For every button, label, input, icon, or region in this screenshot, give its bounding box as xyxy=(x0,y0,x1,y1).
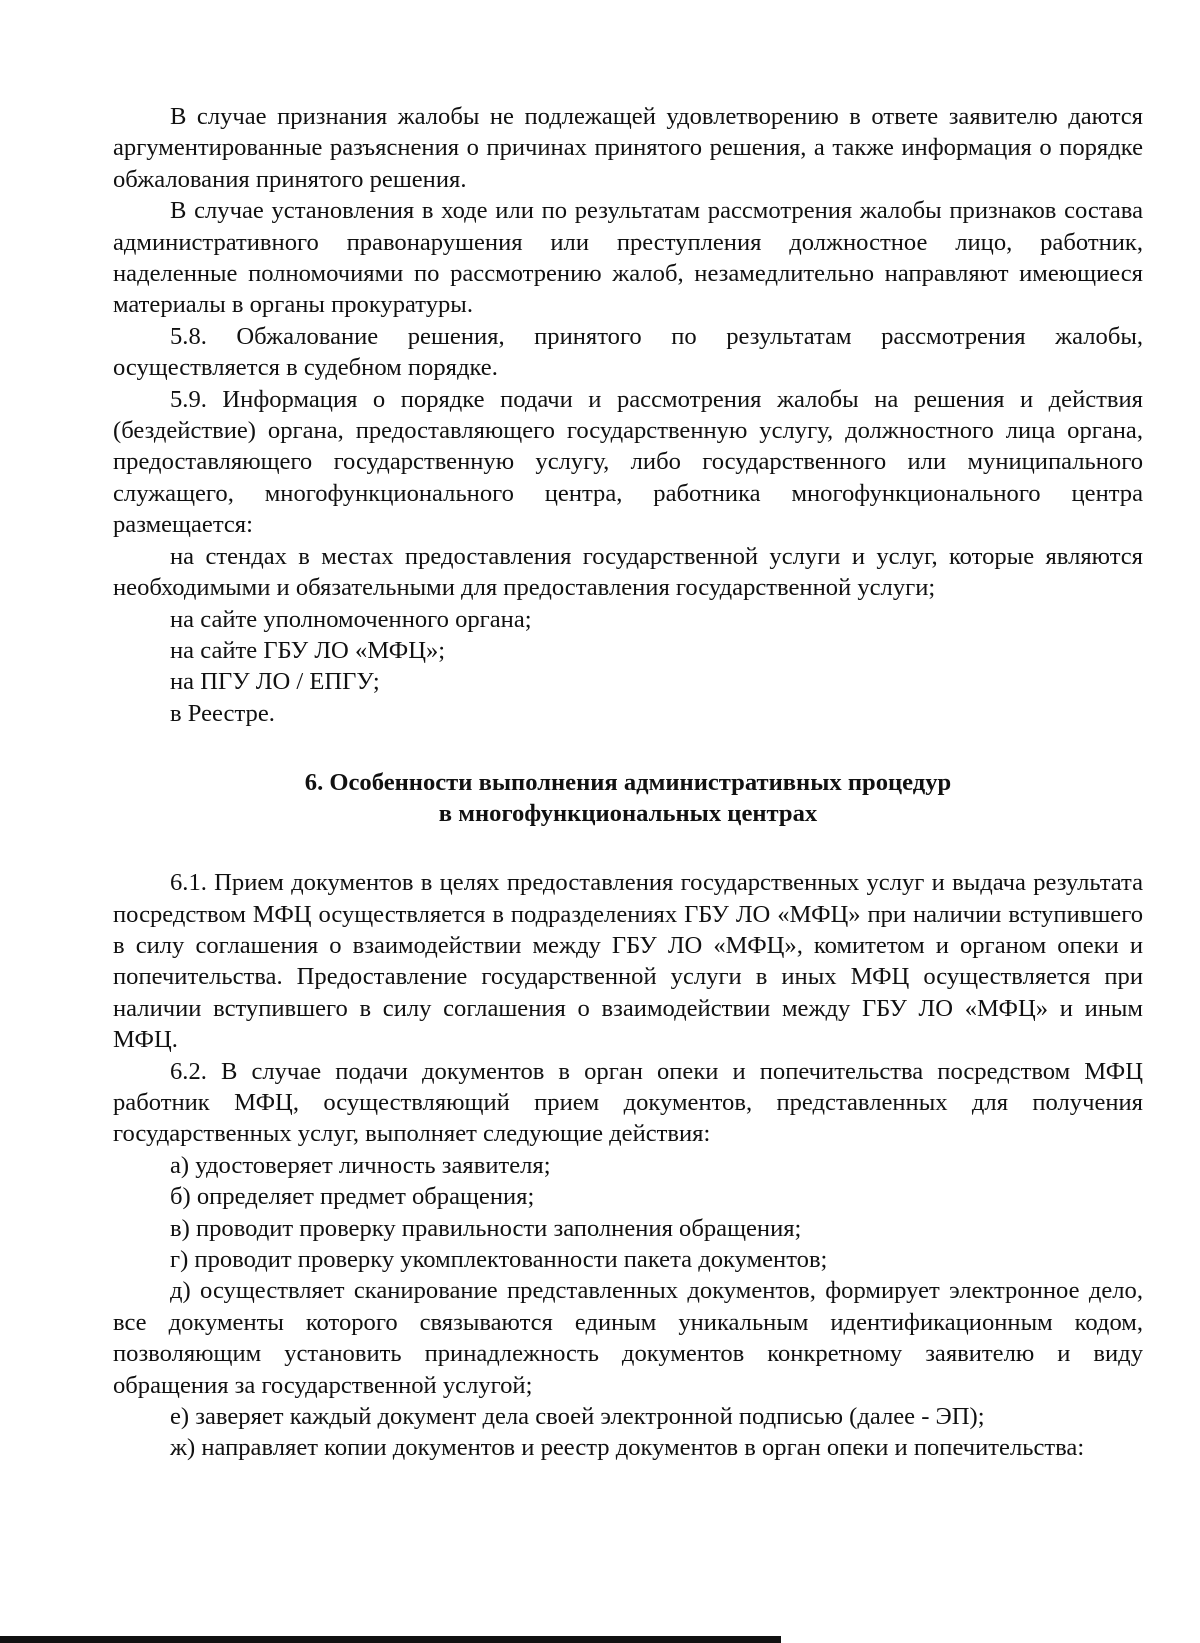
list-item-b: б) определяет предмет обращения; xyxy=(170,1183,535,1211)
list-item-pgu-epgu: на ПГУ ЛО / ЕПГУ; xyxy=(170,668,380,696)
scan-edge-bar xyxy=(0,1636,781,1643)
paragraph-6-2: 6.2. В случае подачи документов в орган опеки и попечительства посредством МФЦ работник МФЦ, осуществляющий прием документов, представленных для получения государственных услуг, выполняет следующие действия: xyxy=(113,1057,1143,1148)
paragraph-5-9: 5.9. Информация о порядке подачи и рассмотрения жалобы на решения и действия (бездействие) органа, предоставляющего государственную услугу, должностного лица органа, предоставляющего государственную услугу, либо государственного или муниципального служащего, многофункционального центра, работника многофункционального центра размещается: xyxy=(113,385,1143,539)
list-item-e: е) заверяет каждый документ дела своей электронной подписью (далее - ЭП); xyxy=(170,1403,985,1431)
document-page xyxy=(113,101,1143,1464)
list-item-g: г) проводит проверку укомплектованности пакета документов; xyxy=(170,1246,828,1273)
list-item-a: а) удостоверяет личность заявителя; xyxy=(170,1151,551,1179)
list-item-registry: в Реестре. xyxy=(170,699,275,727)
list-item-stands: на стендах в местах предоставления государственной услуги и услуг, которые являются необходимыми и обязательными для предоставления государственной услуги; xyxy=(113,542,1143,602)
paragraph-complaint-rejection: В случае признания жалобы не подлежащей удовлетворению в ответе заявителю даются аргументированные разъяснения о причинах принятого решения, а также информация о порядке обжалования принятого решения. xyxy=(113,103,1143,193)
list-item-zh: ж) направляет копии документов и реестр документов в орган опеки и попечительства: xyxy=(170,1434,1085,1462)
list-item-mfc-site: на сайте ГБУ ЛО «МФЦ»; xyxy=(170,636,446,664)
section-heading xyxy=(113,767,1143,829)
section-heading-line-1: 6. Особенности выполнения административных процедур xyxy=(304,769,952,797)
list-item-authority-site: на сайте уполномоченного органа; xyxy=(170,605,532,633)
paragraph-6-1: 6.1. Прием документов в целях предоставления государственных услуг и выдача результата посредством МФЦ осуществляется в подразделениях ГБУ ЛО «МФЦ» при наличии вступившего в силу соглашения о взаимодействии между ГБУ ЛО «МФЦ», комитетом и органом опеки и попечительства. Предоставление государственной услуги в иных МФЦ осуществляется при наличии вступившего в силу соглашения о взаимодействии между ГБУ ЛО «МФЦ» и иным МФЦ. xyxy=(113,869,1143,1054)
list-item-v: в) проводит проверку правильности заполнения обращения; xyxy=(170,1214,802,1242)
list-item-d: д) осуществляет сканирование представленных документов, формирует электронное дело, все документы которого связываются единым уникальным идентификационным кодом, позволяющим установить принадлежность документов конкретному заявителю и виду обращения за государственной услугой; xyxy=(113,1277,1143,1399)
section-heading-line-2: в многофункциональных центрах xyxy=(438,800,818,828)
paragraph-offense-signs: В случае установления в ходе или по результатам рассмотрения жалобы признаков состава административного правонарушения или преступления должностное лицо, работник, наделенные полномочиями по рассмотрению жалоб, незамедлительно направляют имеющиеся материалы в органы прокуратуры. xyxy=(113,197,1143,319)
paragraph-5-8: 5.8. Обжалование решения, принятого по результатам рассмотрения жалобы, осуществляется в судебном порядке. xyxy=(113,322,1143,382)
